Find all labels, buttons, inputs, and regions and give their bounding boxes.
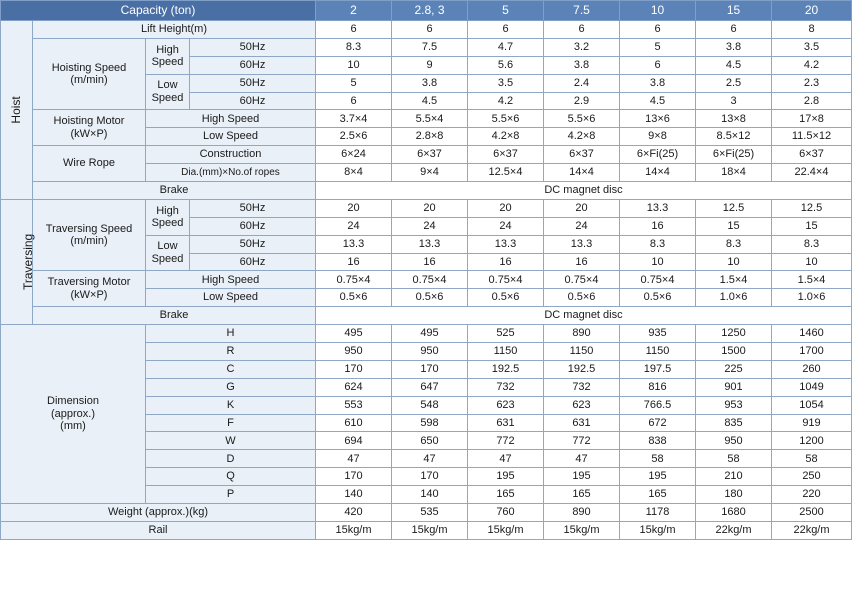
traversing-motor-high-value: 0.75×4: [392, 271, 468, 289]
hoisting-low-50-value: 2.5: [696, 74, 772, 92]
hoisting-low-60-value: 6: [316, 92, 392, 110]
traversing-motor-low-value: 1.0×6: [696, 289, 772, 307]
weight-value: 1680: [696, 504, 772, 522]
wire-rope-dia-value: 12.5×4: [468, 164, 544, 182]
dimension-value: 195: [468, 468, 544, 486]
hoisting-low-50-value: 2.4: [544, 74, 620, 92]
dimension-value: 170: [316, 468, 392, 486]
hoisting-high-60-value: 10: [316, 56, 392, 74]
table-row: [1, 504, 852, 522]
traversing-motor-high-value: 1.5×4: [696, 271, 772, 289]
hoisting-high-50-value: 3.5: [772, 38, 852, 56]
hoisting-high-50-value: 5: [620, 38, 696, 56]
traversing-motor-high-label: High Speed: [146, 271, 316, 289]
traversing-high-50-value: 20: [392, 199, 468, 217]
lift-height-value: 6: [316, 21, 392, 39]
dimension-value: 553: [316, 396, 392, 414]
wire-rope-construction-value: 6×37: [772, 146, 852, 164]
dimension-value: 1250: [696, 325, 772, 343]
hoisting-motor-high-value: 13×8: [696, 110, 772, 128]
dimension-key: H: [146, 325, 316, 343]
dimension-value: 170: [316, 360, 392, 378]
traversing-motor-high-value: 0.75×4: [468, 271, 544, 289]
lift-height-label: Lift Height(m): [33, 21, 316, 39]
rail-value: 22kg/m: [696, 521, 772, 539]
traversing-low-50-value: 13.3: [544, 235, 620, 253]
traversing-low-50-value: 8.3: [696, 235, 772, 253]
hoisting-high-60-hz-label: 60Hz: [190, 56, 316, 74]
traversing-high-60-value: 24: [544, 217, 620, 235]
dimension-value: 772: [544, 432, 620, 450]
dimension-value: 598: [392, 414, 468, 432]
hoisting-low-50-value: 3.8: [620, 74, 696, 92]
traversing-high-50-hz-label: 50Hz: [190, 199, 316, 217]
dimension-value: 950: [316, 343, 392, 361]
traversing-low-speed-label: Low Speed: [146, 235, 190, 271]
hoisting-low-60-value: 4.5: [392, 92, 468, 110]
table-row: [1, 110, 852, 128]
hoisting-high-60-value: 3.8: [544, 56, 620, 74]
dimension-value: 647: [392, 378, 468, 396]
hoisting-motor-low-value: 2.5×6: [316, 128, 392, 146]
hoisting-motor-low-value: 4.2×8: [544, 128, 620, 146]
table-row: [1, 271, 852, 289]
dimension-value: 835: [696, 414, 772, 432]
traversing-motor-low-value: 0.5×6: [468, 289, 544, 307]
dimension-value: 195: [620, 468, 696, 486]
traversing-motor-high-value: 0.75×4: [316, 271, 392, 289]
hoisting-motor-high-value: 3.7×4: [316, 110, 392, 128]
lift-height-value: 6: [544, 21, 620, 39]
dimension-value: 919: [772, 414, 852, 432]
hoisting-motor-high-value: 13×6: [620, 110, 696, 128]
hoisting-low-60-value: 2.8: [772, 92, 852, 110]
rail-value: 15kg/m: [544, 521, 620, 539]
hoisting-high-50-value: 7.5: [392, 38, 468, 56]
dimension-value: 260: [772, 360, 852, 378]
dimension-value: 58: [772, 450, 852, 468]
traversing-motor-high-value: 1.5×4: [772, 271, 852, 289]
traversing-low-50-value: 8.3: [620, 235, 696, 253]
dimension-value: 950: [392, 343, 468, 361]
hoist-brake-value: DC magnet disc: [316, 182, 852, 200]
traversing-high-50-value: 13.3: [620, 199, 696, 217]
traversing-motor-low-value: 0.5×6: [316, 289, 392, 307]
dimension-value: 672: [620, 414, 696, 432]
capacity-value: 7.5: [544, 1, 620, 21]
dimension-key: Q: [146, 468, 316, 486]
hoisting-low-50-value: 5: [316, 74, 392, 92]
traversing-high-60-value: 15: [772, 217, 852, 235]
dimension-key: P: [146, 486, 316, 504]
traversing-high-60-value: 15: [696, 217, 772, 235]
hoist-brake-label: Brake: [33, 182, 316, 200]
wire-rope-construction-value: 6×37: [468, 146, 544, 164]
capacity-value: 20: [772, 1, 852, 21]
capacity-value: 5: [468, 1, 544, 21]
hoist-section-label: [1, 21, 33, 200]
hoisting-motor-low-value: 11.5×12: [772, 128, 852, 146]
hoisting-high-60-value: 6: [620, 56, 696, 74]
traversing-low-60-value: 10: [620, 253, 696, 271]
weight-value: 535: [392, 504, 468, 522]
traversing-high-speed-label: High Speed: [146, 199, 190, 235]
lift-height-value: 6: [392, 21, 468, 39]
traversing-high-60-value: 16: [620, 217, 696, 235]
dimension-value: 495: [316, 325, 392, 343]
traversing-low-60-value: 16: [392, 253, 468, 271]
dimension-value: 1150: [620, 343, 696, 361]
hz-50-label: 50Hz: [190, 38, 316, 56]
dimension-value: 180: [696, 486, 772, 504]
traversing-motor-high-value: 0.75×4: [544, 271, 620, 289]
weight-label: Weight (approx.)(kg): [1, 504, 316, 522]
dimension-value: 58: [696, 450, 772, 468]
table-row: [1, 146, 852, 164]
dimension-value: 197.5: [620, 360, 696, 378]
dimension-value: 1150: [468, 343, 544, 361]
dimension-value: 210: [696, 468, 772, 486]
traversing-brake-label: Brake: [33, 307, 316, 325]
hoisting-motor-low-value: 9×8: [620, 128, 696, 146]
hoisting-high-60-value: 9: [392, 56, 468, 74]
dimension-value: 225: [696, 360, 772, 378]
hoisting-motor-low-label: Low Speed: [146, 128, 316, 146]
dimension-key: W: [146, 432, 316, 450]
capacity-value: 2: [316, 1, 392, 21]
weight-value: 1178: [620, 504, 696, 522]
hoisting-low-50-hz-label: 50Hz: [190, 74, 316, 92]
wire-rope-construction-label: Construction: [146, 146, 316, 164]
traversing-speed-label: Traversing Speed (m/min): [33, 199, 146, 271]
lift-height-value: 6: [620, 21, 696, 39]
wire-rope-label: Wire Rope: [33, 146, 146, 182]
hoisting-speed-label: Hoisting Speed (m/min): [33, 38, 146, 110]
hoisting-motor-low-value: 4.2×8: [468, 128, 544, 146]
rail-value: 15kg/m: [392, 521, 468, 539]
dimension-value: 170: [392, 360, 468, 378]
dimension-value: 58: [620, 450, 696, 468]
dimension-value: 732: [468, 378, 544, 396]
dimension-key: K: [146, 396, 316, 414]
hoisting-motor-high-value: 17×8: [772, 110, 852, 128]
traversing-low-60-value: 16: [468, 253, 544, 271]
dimension-key: G: [146, 378, 316, 396]
lift-height-value: 6: [696, 21, 772, 39]
traversing-low-50-value: 13.3: [392, 235, 468, 253]
wire-rope-dia-value: 14×4: [620, 164, 696, 182]
dimension-value: 1700: [772, 343, 852, 361]
table-row: [1, 325, 852, 343]
dimension-value: 890: [544, 325, 620, 343]
traversing-low-60-value: 10: [696, 253, 772, 271]
dimension-value: 631: [544, 414, 620, 432]
dimension-value: 838: [620, 432, 696, 450]
rail-value: 15kg/m: [316, 521, 392, 539]
dimension-value: 1500: [696, 343, 772, 361]
rail-value: 15kg/m: [468, 521, 544, 539]
traversing-low-60-value: 10: [772, 253, 852, 271]
traversing-low-50-value: 13.3: [468, 235, 544, 253]
table-row: [1, 307, 852, 325]
traversing-high-60-value: 24: [316, 217, 392, 235]
dimension-value: 772: [468, 432, 544, 450]
dimension-value: 250: [772, 468, 852, 486]
hoisting-low-50-value: 3.5: [468, 74, 544, 92]
traversing-high-50-value: 12.5: [772, 199, 852, 217]
hoisting-low-60-value: 2.9: [544, 92, 620, 110]
dimension-value: 165: [468, 486, 544, 504]
lift-height-value: 8: [772, 21, 852, 39]
dimension-value: 816: [620, 378, 696, 396]
wire-rope-dia-value: 14×4: [544, 164, 620, 182]
dimension-value: 47: [544, 450, 620, 468]
dimension-value: 140: [392, 486, 468, 504]
spec-table-body: [1, 1, 852, 540]
dimension-value: 165: [544, 486, 620, 504]
traversing-section-label-text: Traversing: [21, 233, 36, 291]
traversing-low-60-value: 16: [316, 253, 392, 271]
traversing-high-60-hz-label: 60Hz: [190, 217, 316, 235]
hoist-section-label-text: Hoist: [8, 96, 23, 124]
hoisting-motor-low-value: 2.8×8: [392, 128, 468, 146]
table-row: [1, 38, 852, 56]
weight-value: 2500: [772, 504, 852, 522]
traversing-motor-high-value: 0.75×4: [620, 271, 696, 289]
dimension-value: 47: [468, 450, 544, 468]
wire-rope-construction-value: 6×37: [392, 146, 468, 164]
hoisting-high-50-value: 3.8: [696, 38, 772, 56]
wire-rope-construction-value: 6×Fi(25): [696, 146, 772, 164]
traversing-low-60-value: 16: [544, 253, 620, 271]
hoisting-high-50-value: 4.7: [468, 38, 544, 56]
hoisting-high-60-value: 4.2: [772, 56, 852, 74]
wire-rope-dia-value: 22.4×4: [772, 164, 852, 182]
weight-value: 890: [544, 504, 620, 522]
dimension-key: C: [146, 360, 316, 378]
dimension-value: 766.5: [620, 396, 696, 414]
wire-rope-dia-value: 18×4: [696, 164, 772, 182]
traversing-high-50-value: 20: [544, 199, 620, 217]
hoisting-low-60-hz-label: 60Hz: [190, 92, 316, 110]
hoisting-motor-low-value: 8.5×12: [696, 128, 772, 146]
dimension-value: 935: [620, 325, 696, 343]
traversing-brake-value: DC magnet disc: [316, 307, 852, 325]
dimension-value: 624: [316, 378, 392, 396]
traversing-section-label: [1, 199, 36, 324]
hoisting-high-50-value: 3.2: [544, 38, 620, 56]
dimension-value: 650: [392, 432, 468, 450]
rail-label: Rail: [1, 521, 316, 539]
traversing-low-60-hz-label: 60Hz: [190, 253, 316, 271]
weight-value: 760: [468, 504, 544, 522]
traversing-motor-low-value: 1.0×6: [772, 289, 852, 307]
wire-rope-dia-label: Dia.(mm)×No.of ropes: [146, 164, 316, 182]
dimension-value: 170: [392, 468, 468, 486]
traversing-motor-low-value: 0.5×6: [544, 289, 620, 307]
capacity-label: Capacity (ton): [1, 1, 316, 21]
hoisting-low-60-value: 4.2: [468, 92, 544, 110]
hoisting-motor-high-value: 5.5×6: [468, 110, 544, 128]
dimension-value: 47: [392, 450, 468, 468]
dimension-label: Dimension (approx.) (mm): [1, 325, 146, 504]
hoisting-low-speed-label: Low Speed: [146, 74, 190, 110]
rail-value: 15kg/m: [620, 521, 696, 539]
traversing-high-50-value: 20: [468, 199, 544, 217]
dimension-value: 1049: [772, 378, 852, 396]
dimension-value: 901: [696, 378, 772, 396]
capacity-value: 15: [696, 1, 772, 21]
dimension-value: 1150: [544, 343, 620, 361]
dimension-value: 495: [392, 325, 468, 343]
hoisting-motor-high-value: 5.5×6: [544, 110, 620, 128]
dimension-value: 140: [316, 486, 392, 504]
traversing-high-50-value: 20: [316, 199, 392, 217]
dimension-value: 195: [544, 468, 620, 486]
dimension-value: 192.5: [544, 360, 620, 378]
traversing-low-50-hz-label: 50Hz: [190, 235, 316, 253]
hoisting-low-50-value: 2.3: [772, 74, 852, 92]
wire-rope-dia-value: 8×4: [316, 164, 392, 182]
table-row: [1, 199, 852, 217]
lift-height-value: 6: [468, 21, 544, 39]
wire-rope-construction-value: 6×37: [544, 146, 620, 164]
dimension-value: 47: [316, 450, 392, 468]
hoisting-motor-label: Hoisting Motor (kW×P): [33, 110, 146, 146]
dimension-value: 623: [544, 396, 620, 414]
hoisting-motor-high-value: 5.5×4: [392, 110, 468, 128]
dimension-value: 192.5: [468, 360, 544, 378]
table-row: [1, 21, 852, 39]
dimension-value: 623: [468, 396, 544, 414]
dimension-value: 1054: [772, 396, 852, 414]
table-row: [1, 182, 852, 200]
table-row: [1, 521, 852, 539]
traversing-low-50-value: 8.3: [772, 235, 852, 253]
hoisting-high-60-value: 5.6: [468, 56, 544, 74]
dimension-value: 610: [316, 414, 392, 432]
dimension-value: 525: [468, 325, 544, 343]
rail-value: 22kg/m: [772, 521, 852, 539]
wire-rope-construction-value: 6×Fi(25): [620, 146, 696, 164]
capacity-value: 2.8, 3: [392, 1, 468, 21]
dimension-key: D: [146, 450, 316, 468]
traversing-motor-low-value: 0.5×6: [620, 289, 696, 307]
dimension-value: 953: [696, 396, 772, 414]
traversing-high-60-value: 24: [392, 217, 468, 235]
dimension-key: F: [146, 414, 316, 432]
dimension-value: 732: [544, 378, 620, 396]
hoisting-high-60-value: 4.5: [696, 56, 772, 74]
dimension-value: 1460: [772, 325, 852, 343]
hoisting-low-60-value: 4.5: [620, 92, 696, 110]
hoisting-low-60-value: 3: [696, 92, 772, 110]
wire-rope-construction-value: 6×24: [316, 146, 392, 164]
traversing-low-50-value: 13.3: [316, 235, 392, 253]
traversing-motor-low-label: Low Speed: [146, 289, 316, 307]
capacity-value: 10: [620, 1, 696, 21]
dimension-value: 694: [316, 432, 392, 450]
dimension-value: 220: [772, 486, 852, 504]
table-row: [1, 1, 852, 21]
hoisting-motor-high-label: High Speed: [146, 110, 316, 128]
dimension-value: 165: [620, 486, 696, 504]
wire-rope-dia-value: 9×4: [392, 164, 468, 182]
hoisting-high-speed-label: High Speed: [146, 38, 190, 74]
weight-value: 420: [316, 504, 392, 522]
traversing-high-60-value: 24: [468, 217, 544, 235]
dimension-key: R: [146, 343, 316, 361]
dimension-value: 548: [392, 396, 468, 414]
hoisting-low-50-value: 3.8: [392, 74, 468, 92]
hoisting-high-50-value: 8.3: [316, 38, 392, 56]
traversing-motor-low-value: 0.5×6: [392, 289, 468, 307]
dimension-value: 950: [696, 432, 772, 450]
traversing-high-50-value: 12.5: [696, 199, 772, 217]
traversing-motor-label: Traversing Motor (kW×P): [33, 271, 146, 307]
dimension-value: 631: [468, 414, 544, 432]
dimension-value: 1200: [772, 432, 852, 450]
